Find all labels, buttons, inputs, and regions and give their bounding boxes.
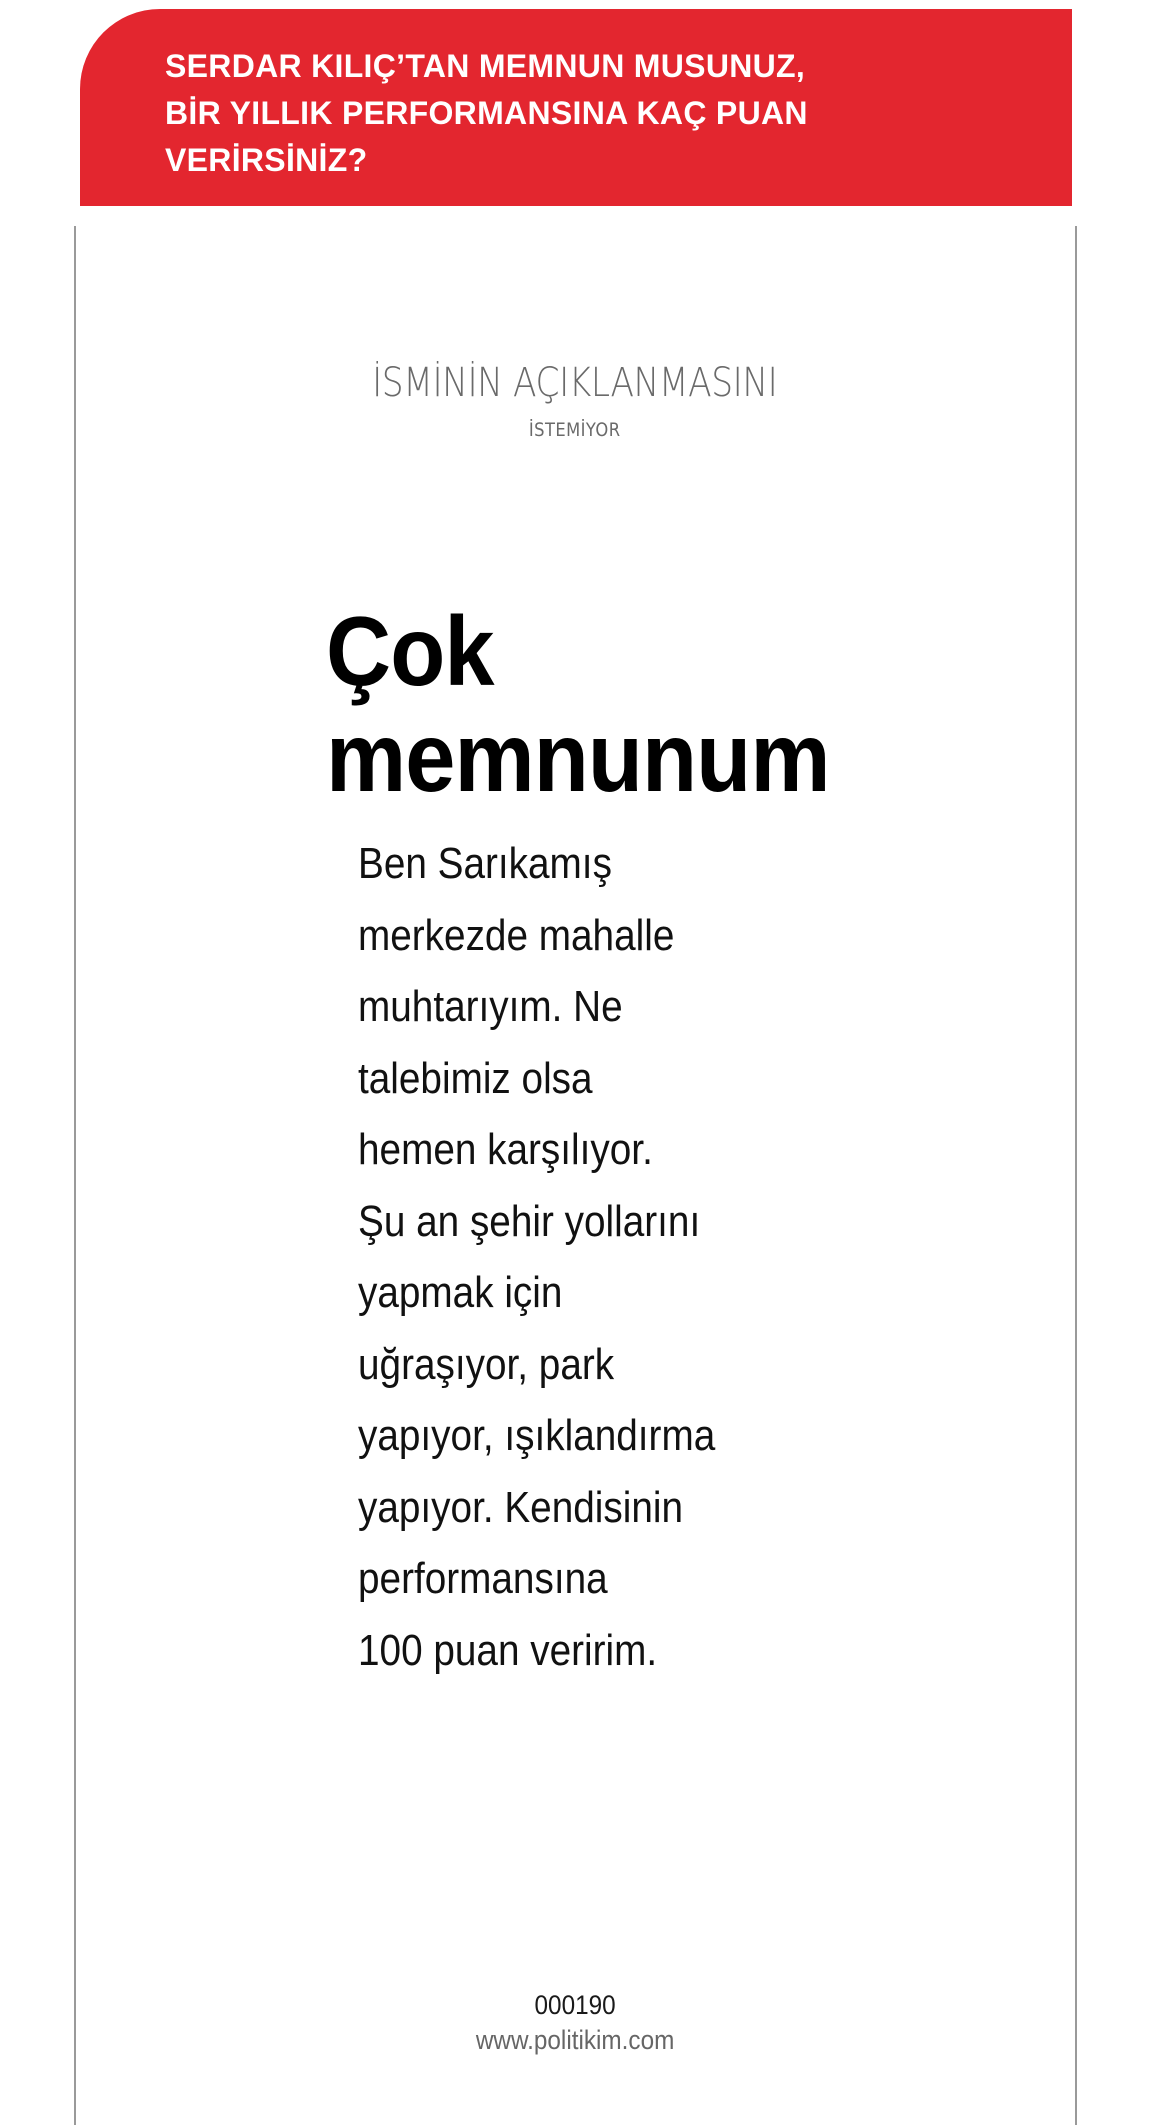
quote-line: yapıyor, ışıklandırma: [358, 1411, 716, 1460]
headline-line-1: Çok: [326, 596, 494, 706]
record-id: 000190: [534, 1990, 616, 2020]
right-border-line: [1075, 226, 1077, 2125]
question-banner: [80, 9, 1072, 206]
banner-line-3: VERİRSİNİZ?: [165, 142, 368, 178]
quote-line: performansına: [358, 1554, 608, 1603]
quote-line: merkezde mahalle: [358, 910, 675, 960]
quote-line: yapıyor. Kendisinin: [358, 1482, 684, 1532]
banner-line-1: SERDAR KILIÇ’TAN MEMNUN MUSUNUZ,: [165, 48, 806, 84]
left-border-line: [74, 226, 76, 2125]
site-url: www.politikim.com: [475, 2025, 675, 2055]
quote-line: 100 puan veririm.: [358, 1625, 658, 1675]
answer-headline: [326, 598, 970, 810]
quote-line: uğraşıyor, park: [358, 1339, 615, 1389]
quote-line: muhtarıyım. Ne: [358, 982, 623, 1031]
headline-line-2: memnunum: [326, 702, 830, 812]
respondent-name-sub: İSTEMİYOR: [528, 419, 621, 441]
quote-line: talebimiz olsa: [358, 1053, 593, 1103]
banner-line-2: BİR YILLIK PERFORMANSINA KAÇ PUAN: [165, 95, 808, 131]
quote-line: hemen karşılıyor.: [358, 1125, 653, 1174]
quote-line: Ben Sarıkamış: [358, 839, 612, 888]
answer-quote: [358, 828, 851, 1686]
quote-line: yapmak için: [358, 1268, 563, 1317]
respondent-name: İSMİNİN AÇIKLANMASINI: [372, 360, 778, 406]
quote-line: Şu an şehir yollarını: [358, 1196, 701, 1246]
